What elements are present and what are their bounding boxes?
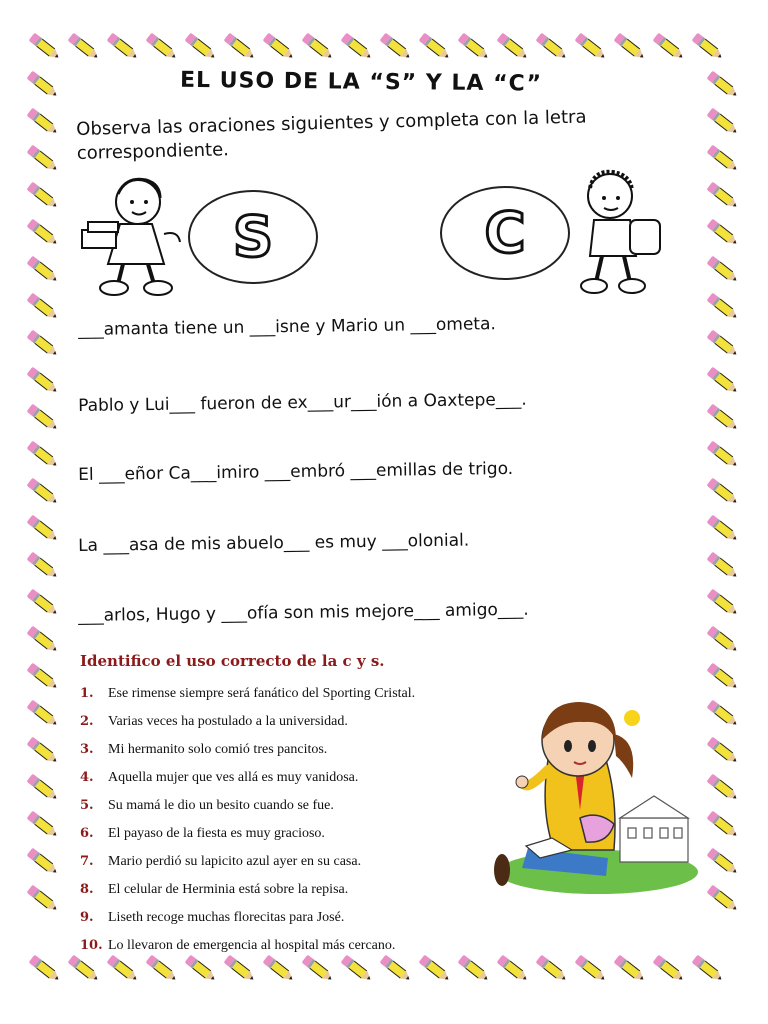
- pencil-icon: [419, 33, 452, 62]
- item-number: 2.: [80, 714, 94, 729]
- pencil-icon: [707, 367, 740, 396]
- girl-reading-illustration: [488, 700, 698, 900]
- pencil-icon: [27, 626, 60, 655]
- list-item: [80, 796, 500, 824]
- pencil-icon: [380, 33, 413, 62]
- letter-s: S: [232, 204, 274, 270]
- pencil-icon: [614, 33, 647, 62]
- pencil-icon: [707, 219, 740, 248]
- pencil-icon: [707, 478, 740, 507]
- item-number: 6.: [80, 826, 94, 841]
- sentence-5: ___arlos, Hugo y ___ofía son mis mejore___ amigo___.: [78, 599, 529, 626]
- pencil-icon: [707, 293, 740, 322]
- pencil-icon: [263, 33, 296, 62]
- pencil-icon: [27, 182, 60, 211]
- pencil-icon: [614, 955, 647, 984]
- pencil-icon: [707, 589, 740, 618]
- pencil-icon: [536, 955, 569, 984]
- worksheet-title: EL USO DE LA “S” Y LA “C”: [179, 67, 543, 97]
- pencil-icon: [27, 737, 60, 766]
- pencil-icon: [27, 700, 60, 729]
- girl-with-books-illustration: [68, 172, 188, 300]
- list-item: [80, 768, 500, 796]
- pencil-icon: [707, 700, 740, 729]
- pencil-icon: [29, 33, 62, 62]
- item-number: 4.: [80, 770, 94, 785]
- pencil-icon: [692, 955, 725, 984]
- item-text: El celular de Herminia está sobre la repisa.: [108, 882, 349, 897]
- pencil-icon: [707, 256, 740, 285]
- pencil-icon: [707, 145, 740, 174]
- pencil-icon: [27, 367, 60, 396]
- item-text: Mario perdió su lapicito azul ayer en su casa.: [108, 854, 362, 869]
- pencil-icon: [27, 552, 60, 581]
- pencil-icon: [27, 330, 60, 359]
- item-number: 10.: [80, 938, 103, 953]
- pencil-icon: [27, 774, 60, 803]
- pencil-icon: [27, 589, 60, 618]
- pencil-icon: [27, 256, 60, 285]
- pencil-icon: [458, 33, 491, 62]
- pencil-icon: [27, 885, 60, 914]
- list-item: [80, 684, 500, 712]
- pencil-icon: [707, 885, 740, 914]
- instruction-text: Observa las oraciones siguientes y completa con la letra correspondiente.: [76, 106, 587, 164]
- pencil-icon: [27, 404, 60, 433]
- pencil-icon: [27, 811, 60, 840]
- pencil-icon: [302, 33, 335, 62]
- pencil-icon: [224, 33, 257, 62]
- list-item: [80, 852, 500, 880]
- list-item: [80, 936, 500, 964]
- sentence-4: La ___asa de mis abuelo___ es muy ___olonial.: [78, 530, 470, 556]
- item-text: Su mamá le dio un besito cuando se fue.: [108, 798, 334, 813]
- item-text: Aquella mujer que ves allá es muy vanidosa.: [108, 770, 359, 785]
- pencil-icon: [27, 515, 60, 544]
- list-item: [80, 880, 500, 908]
- item-text: Ese rimense siempre será fanático del Sporting Cristal.: [108, 686, 416, 701]
- pencil-icon: [29, 955, 62, 984]
- pencil-icon: [707, 663, 740, 692]
- pencil-icon: [107, 33, 140, 62]
- pencil-icon: [707, 71, 740, 100]
- item-text: El payaso de la fiesta es muy gracioso.: [108, 826, 325, 841]
- pencil-icon: [27, 71, 60, 100]
- letter-s-ellipse: [188, 190, 318, 284]
- item-number: 9.: [80, 910, 94, 925]
- pencil-icon: [27, 293, 60, 322]
- item-text: Mi hermanito solo comió tres pancitos.: [108, 742, 328, 757]
- sentence-2: Pablo y Lui___ fueron de ex___ur___ión a Oaxtepe___.: [78, 389, 527, 416]
- pencil-icon: [27, 441, 60, 470]
- item-number: 1.: [80, 686, 94, 701]
- pencil-icon: [707, 404, 740, 433]
- pencil-icon: [707, 441, 740, 470]
- exercise-list: [80, 684, 500, 964]
- item-text: Varias veces ha postulado a la universidad.: [108, 714, 348, 729]
- pencil-icon: [707, 774, 740, 803]
- item-number: 7.: [80, 854, 94, 869]
- pencil-icon: [497, 33, 530, 62]
- pencil-icon: [27, 219, 60, 248]
- pencil-icon: [575, 33, 608, 62]
- pencil-icon: [707, 848, 740, 877]
- sentence-1: ___amanta tiene un ___isne y Mario un ___ometa.: [78, 314, 496, 340]
- pencil-icon: [185, 33, 218, 62]
- pencil-icon: [707, 182, 740, 211]
- pencil-icon: [341, 33, 374, 62]
- pencil-icon: [27, 478, 60, 507]
- pencil-icon: [707, 108, 740, 137]
- list-item: [80, 824, 500, 852]
- list-item: [80, 712, 500, 740]
- pencil-icon: [707, 811, 740, 840]
- item-number: 5.: [80, 798, 94, 813]
- pencil-icon: [146, 33, 179, 62]
- pencil-icon: [707, 737, 740, 766]
- pencil-icon: [27, 145, 60, 174]
- item-text: Liseth recoge muchas florecitas para José.: [108, 910, 345, 925]
- pencil-icon: [536, 33, 569, 62]
- pencil-icon: [575, 955, 608, 984]
- pencil-icon: [707, 330, 740, 359]
- pencil-icon: [653, 955, 686, 984]
- pencil-icon: [27, 108, 60, 137]
- letter-c-ellipse: [440, 186, 570, 280]
- list-item: [80, 740, 500, 768]
- pencil-icon: [497, 955, 530, 984]
- item-text: Lo llevaron de emergencia al hospital más cercano.: [108, 938, 396, 953]
- item-number: 8.: [80, 882, 94, 897]
- boy-with-backpack-illustration: [572, 164, 682, 298]
- item-number: 3.: [80, 742, 94, 757]
- pencil-icon: [27, 848, 60, 877]
- list-item: [80, 908, 500, 936]
- pencil-icon: [707, 552, 740, 581]
- pencil-icon: [68, 33, 101, 62]
- pencil-icon: [707, 515, 740, 544]
- sentence-3: El ___eñor Ca___imiro ___embró ___emillas de trigo.: [78, 458, 514, 485]
- pencil-icon: [27, 663, 60, 692]
- letter-c: C: [484, 200, 526, 266]
- pencil-icon: [653, 33, 686, 62]
- pencil-icon: [707, 626, 740, 655]
- pencil-icon: [692, 33, 725, 62]
- section-title: Identifico el uso correcto de la c y s.: [80, 652, 385, 670]
